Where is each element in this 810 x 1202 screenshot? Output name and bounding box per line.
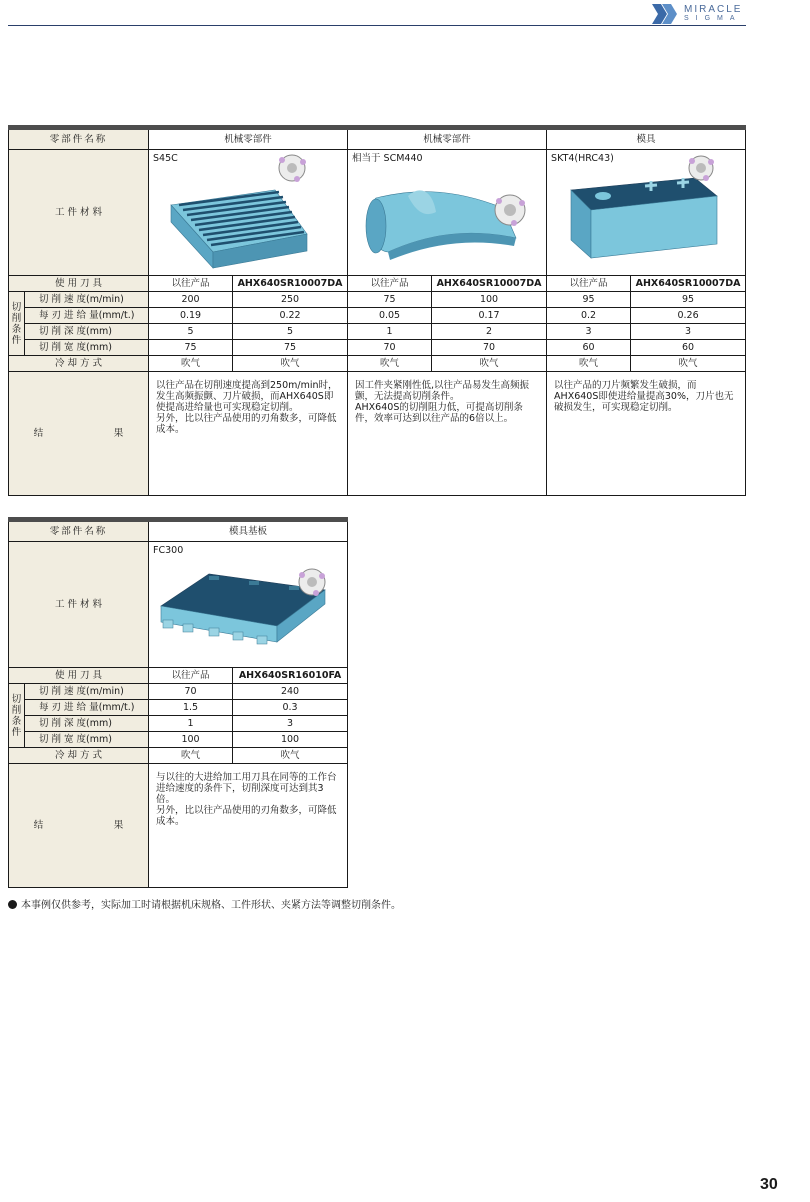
tool-c1-a: 以往产品 [149,276,233,292]
t2-speed-b: 240 [233,684,348,700]
result-c2: 因工件夹紧刚性低,以往产品易发生高频振颤，无法提高切削条件。 AHX640S的切削阻力低，可提高切削条件，效率可达到以往产品的6倍以上。 [348,372,547,496]
material-name-3: SKT4(HRC43) [551,153,614,164]
cutting-speed-label: 切 削 速 度(m/min) [25,292,149,308]
case-table-2 [8,517,348,888]
brand-logo [652,4,752,24]
speed-c1-a: 200 [149,292,233,308]
header-rule [8,25,746,26]
material-cell-2 [348,150,547,276]
part-name-label: 零部件名称 [9,128,149,150]
t2-depth-b: 3 [233,716,348,732]
speed-c2-a: 75 [348,292,432,308]
t2-feed-a: 1.5 [149,700,233,716]
speed-c2-b: 100 [432,292,547,308]
result-label: 结 果 [9,372,149,496]
bullet-icon [8,900,17,909]
feed-c3-a: 0.2 [547,308,631,324]
feed-label: 每 刃 进 给 量(mm/t.) [25,308,149,324]
cool-c2-b: 吹气 [432,356,547,372]
footnote [8,896,401,911]
t2-cooling-label: 冷 却 方 式 [9,748,149,764]
case-table-1 [8,125,746,496]
tool-c1-b: AHX640SR10007DA [233,276,348,292]
depth-label: 切 削 深 度(mm) [25,324,149,340]
t2-material-name-1: FC300 [153,545,184,556]
tool-c2-b: AHX640SR10007DA [432,276,547,292]
t2-speed-a: 70 [149,684,233,700]
width-c3-a: 60 [547,340,631,356]
part-name-col1: 机械零部件 [149,128,348,150]
t2-work-material-label: 工 件 材 料 [9,542,149,668]
t2-cutting-speed-label: 切 削 速 度(m/min) [25,684,149,700]
depth-c1-b: 5 [233,324,348,340]
result-c3: 以往产品的刀片频繁发生破损，而AHX640S即使进给量提高30%，刀片也无破损发生，可实现稳定切削。 [547,372,746,496]
feed-c2-b: 0.17 [432,308,547,324]
depth-c2-a: 1 [348,324,432,340]
feed-c1-b: 0.22 [233,308,348,324]
tool-c3-a: 以往产品 [547,276,631,292]
width-c1-a: 75 [149,340,233,356]
workpiece-illustration-4 [149,542,346,666]
t2-tool-c1-b: AHX640SR16010FA [233,668,348,684]
cooling-label: 冷 却 方 式 [9,356,149,372]
width-c1-b: 75 [233,340,348,356]
cool-c1-a: 吹气 [149,356,233,372]
t2-width-label: 切 削 宽 度(mm) [25,732,149,748]
part-name-col3: 模具 [547,128,746,150]
t2-depth-label: 切 削 深 度(mm) [25,716,149,732]
material-cell-3 [547,150,746,276]
width-label: 切 削 宽 度(mm) [25,340,149,356]
t2-part-name-label: 零部件名称 [9,520,149,542]
cool-c3-a: 吹气 [547,356,631,372]
cool-c3-b: 吹气 [631,356,746,372]
t2-cool-b: 吹气 [233,748,348,764]
brand-line2: SIGMA [684,15,742,22]
t2-tool-c1-a: 以往产品 [149,668,233,684]
width-c2-b: 70 [432,340,547,356]
feed-c3-b: 0.26 [631,308,746,324]
footnote-text: 本事例仅供参考，实际加工时请根据机床规格、工件形状、夹紧方法等调整切削条件。 [21,900,401,911]
workpiece-illustration-3 [547,150,744,274]
speed-c3-b: 95 [631,292,746,308]
t2-result-label: 结 果 [9,764,149,888]
t2-cutting-conditions-label: 切削条件 [9,684,25,748]
depth-c2-b: 2 [432,324,547,340]
brand-line1: MIRACLE [684,4,743,15]
t2-feed-b: 0.3 [233,700,348,716]
result-c1: 以往产品在切削速度提高到250m/min时，发生高频振颤、刀片破损，而AHX640S即使提高进给量也可实现稳定切削。 另外，比以往产品使用的刃角数多，可降低成本。 [149,372,348,496]
material-name-1: S45C [153,153,178,164]
feed-c2-a: 0.05 [348,308,432,324]
tool-label: 使 用 刀 具 [9,276,149,292]
workpiece-illustration-2 [348,150,545,274]
feed-c1-a: 0.19 [149,308,233,324]
material-name-2: 相当于 SCM440 [352,153,423,164]
workpiece-illustration-1 [149,150,346,274]
width-c2-a: 70 [348,340,432,356]
cutting-conditions-label: 切削条件 [9,292,25,356]
t2-depth-a: 1 [149,716,233,732]
t2-tool-label: 使 用 刀 具 [9,668,149,684]
page-number: 30 [760,1176,778,1193]
width-c3-b: 60 [631,340,746,356]
speed-c1-b: 250 [233,292,348,308]
tool-c3-b: AHX640SR10007DA [631,276,746,292]
work-material-label: 工 件 材 料 [9,150,149,276]
t2-feed-label: 每 刃 进 给 量(mm/t.) [25,700,149,716]
material-cell-1 [149,150,348,276]
depth-c1-a: 5 [149,324,233,340]
cool-c1-b: 吹气 [233,356,348,372]
tool-c2-a: 以往产品 [348,276,432,292]
t2-part-name-col1: 模具基板 [149,520,348,542]
t2-width-a: 100 [149,732,233,748]
part-name-col2: 机械零部件 [348,128,547,150]
t2-result-c1: 与以往的大进给加工用刀具在同等的工作台进给速度的条件下，切削深度可达到其3倍。 另外，比以往产品使用的刃角数多，可降低成本。 [149,764,348,888]
cool-c2-a: 吹气 [348,356,432,372]
speed-c3-a: 95 [547,292,631,308]
t2-width-b: 100 [233,732,348,748]
brand-chevron-icon [652,4,682,24]
t2-material-cell-1 [149,542,348,668]
t2-cool-a: 吹气 [149,748,233,764]
depth-c3-a: 3 [547,324,631,340]
depth-c3-b: 3 [631,324,746,340]
